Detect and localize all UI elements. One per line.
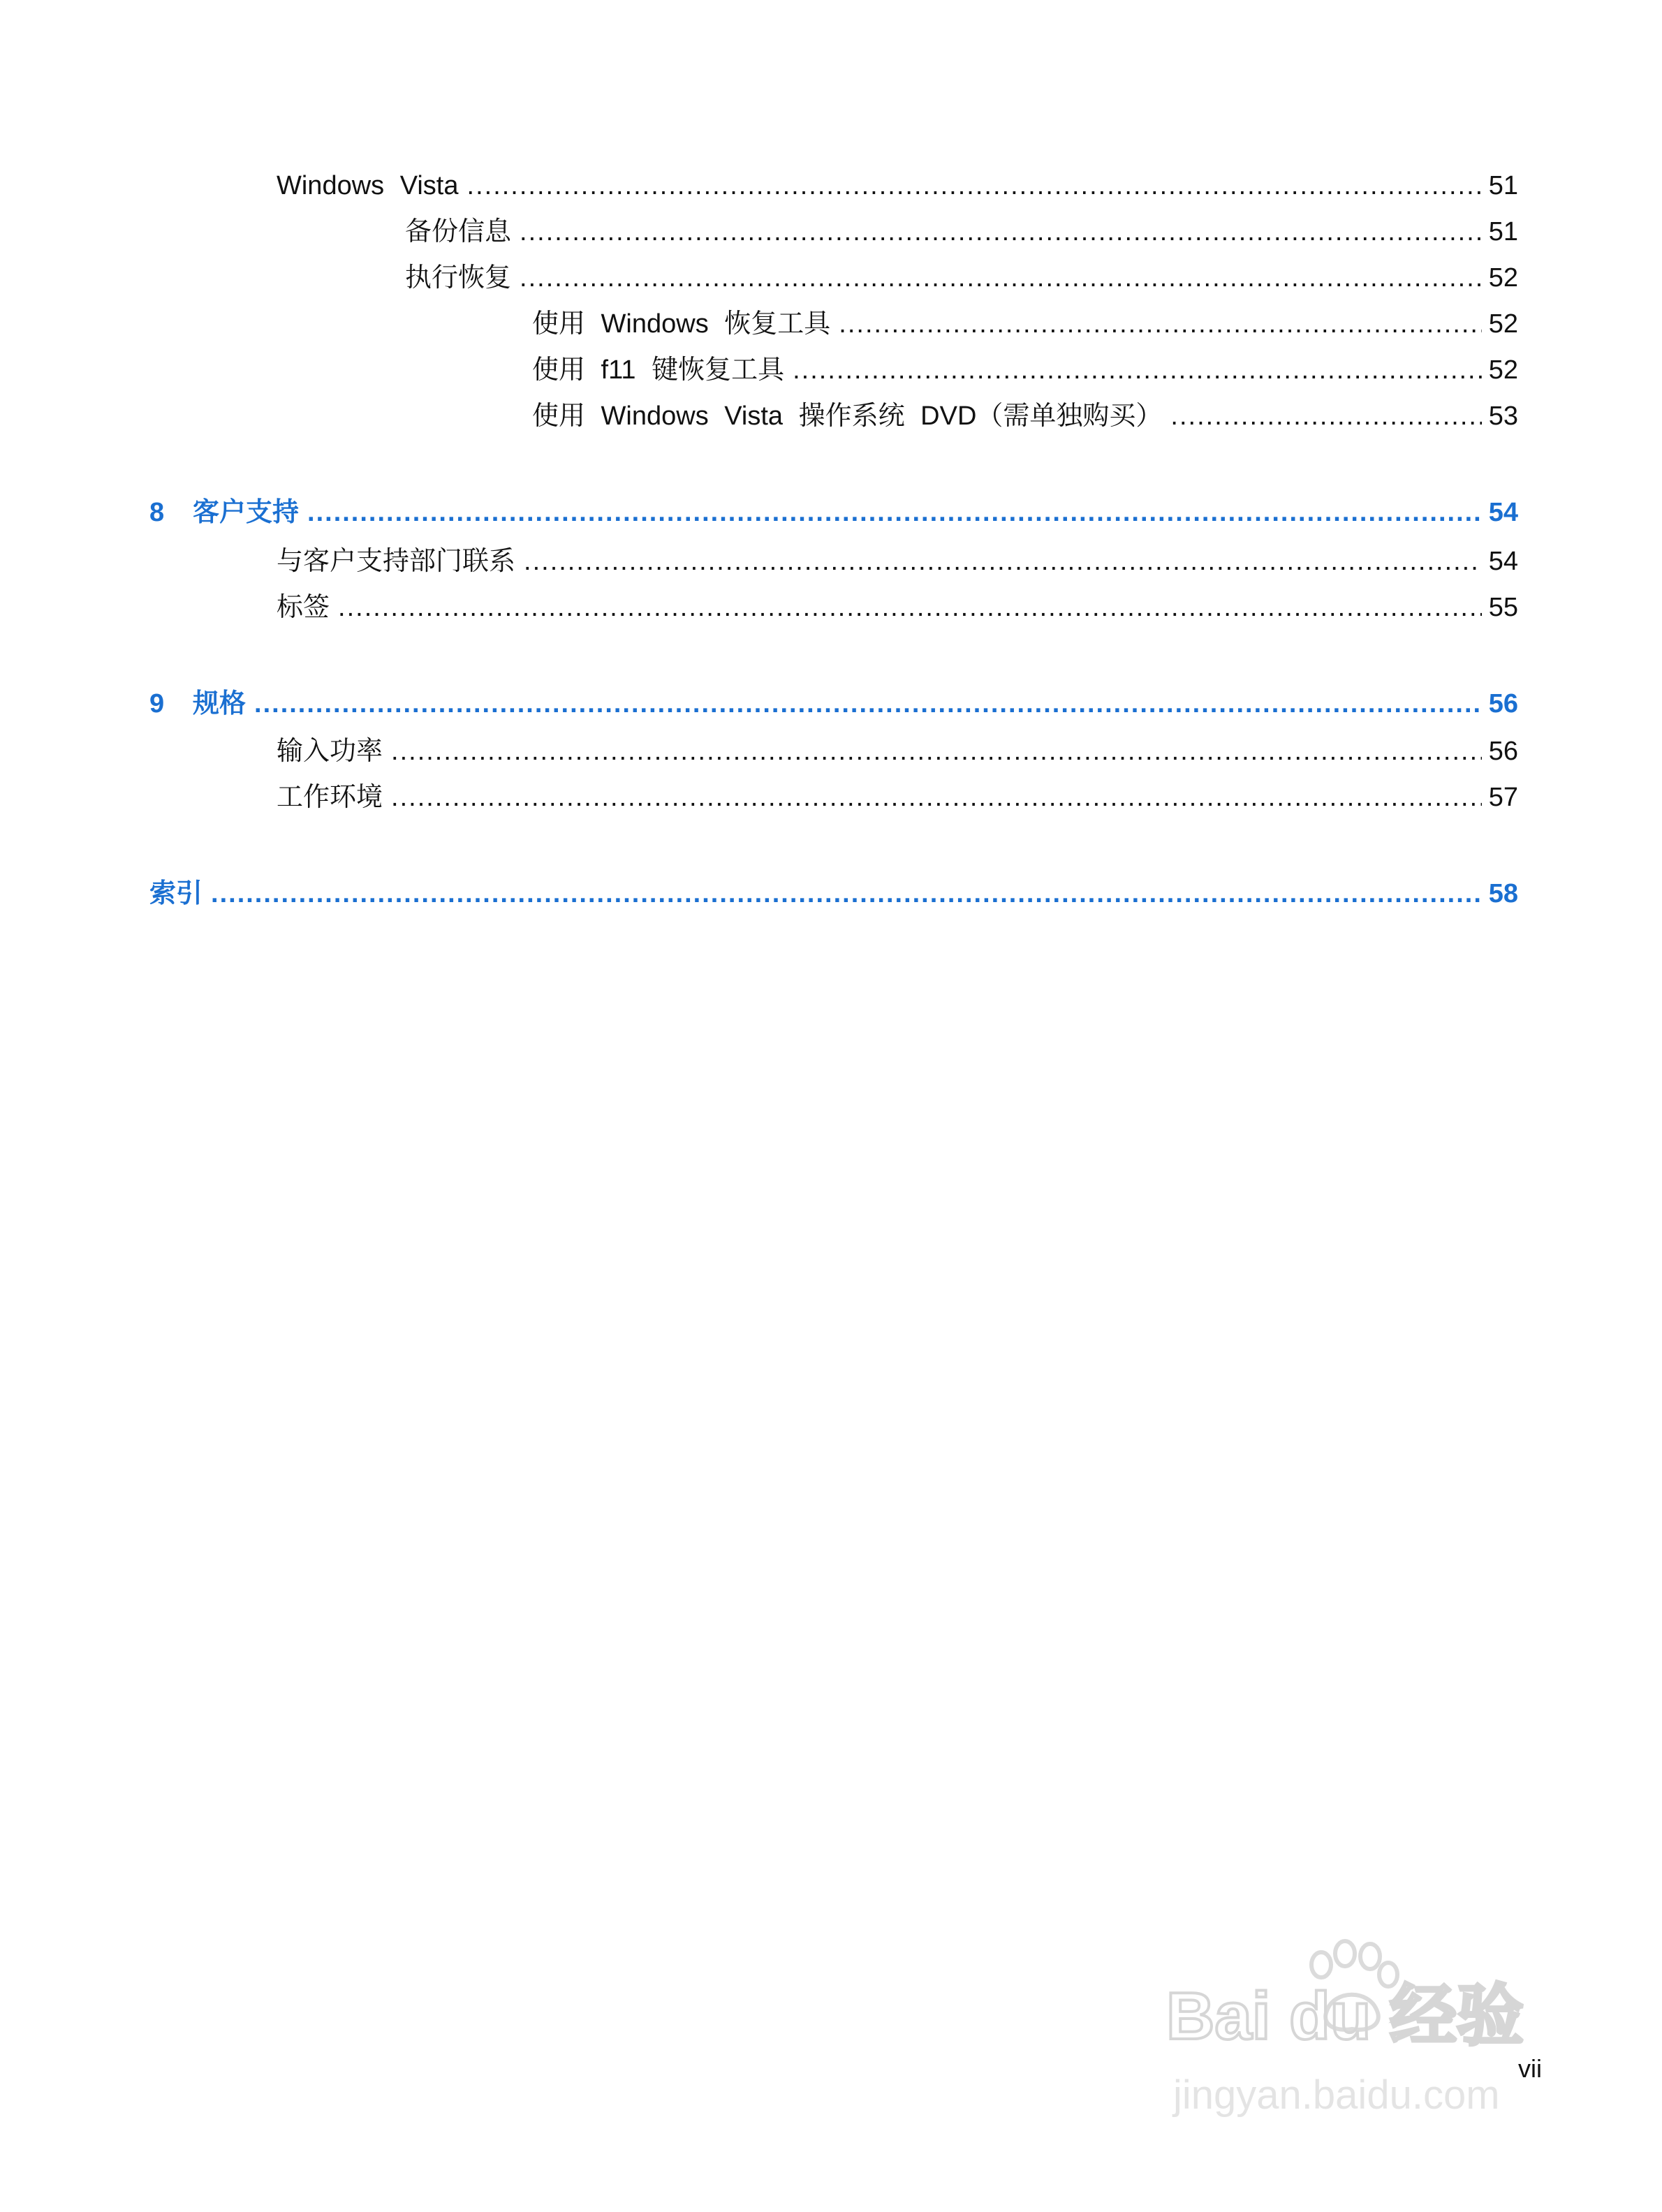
toc-entry-title: 备份信息 (405, 217, 512, 246)
toc-entry-windows-recovery-tool[interactable] (532, 303, 1518, 345)
toc-entry-operating-environment[interactable] (277, 776, 1518, 818)
dot-leader (391, 730, 1482, 772)
toc-entry-page: 52 (1488, 355, 1518, 385)
chapter-page: 58 (1488, 879, 1518, 908)
chapter-number: 8 (149, 498, 165, 527)
toc-entry-page: 52 (1488, 263, 1518, 293)
toc-entry-backup-info[interactable] (405, 211, 1518, 253)
toc-entry-page: 57 (1488, 783, 1518, 812)
toc-entry-page: 52 (1488, 309, 1518, 339)
toc-entry-title: 工作环境 (277, 783, 383, 812)
toc-entry-page: 53 (1488, 401, 1518, 431)
toc-entry-title: 使用 Windows Vista 操作系统 DVD（需单独购买） (532, 401, 1163, 431)
dot-leader (524, 540, 1482, 582)
chapter-title: 客户支持 (193, 498, 300, 527)
toc-entry-page: 54 (1488, 547, 1518, 576)
toc-entry-title: 使用 f11 键恢复工具 (532, 355, 785, 385)
dot-leader (839, 303, 1481, 345)
chapter-number: 9 (149, 689, 165, 718)
chapter-page: 54 (1488, 498, 1518, 527)
dot-leader (520, 211, 1482, 253)
toc-chapter-customer-support[interactable] (149, 492, 1518, 533)
toc-entry-title: 执行恢复 (405, 263, 512, 293)
dot-leader (391, 776, 1482, 818)
toc-entry-title: 标签 (277, 593, 330, 622)
toc-entry-windows-vista[interactable] (277, 165, 1518, 207)
dot-leader (520, 257, 1482, 299)
toc-entry-labels[interactable] (277, 587, 1518, 628)
toc-chapter-index[interactable] (149, 873, 1518, 915)
toc-chapter-specifications[interactable] (149, 683, 1518, 725)
toc-entry-page: 56 (1488, 737, 1518, 766)
toc-entry-page: 55 (1488, 593, 1518, 622)
dot-leader (307, 492, 1482, 533)
toc-entry-f11-recovery-tool[interactable] (532, 349, 1518, 391)
toc-entry-title: 输入功率 (277, 737, 383, 766)
toc-entry-page: 51 (1488, 171, 1518, 200)
toc-entry-input-power[interactable] (277, 730, 1518, 772)
toc-entry-title: Windows Vista (277, 171, 459, 200)
toc-entry-perform-recovery[interactable] (405, 257, 1518, 299)
baidu-jingyan-watermark (1159, 1934, 1550, 2130)
dot-leader (793, 349, 1482, 391)
toc-entry-page: 51 (1488, 217, 1518, 246)
dot-leader (211, 873, 1482, 915)
toc-entry-title: 使用 Windows 恢复工具 (532, 309, 831, 339)
watermark-url: jingyan.baidu.com (1173, 2072, 1500, 2118)
watermark-brand: Bai du 经验 (1166, 1979, 1524, 2054)
chapter-page: 56 (1488, 689, 1518, 718)
dot-leader (254, 683, 1482, 725)
chapter-title: 规格 (193, 689, 247, 718)
toc-entry-title: 与客户支持部门联系 (277, 547, 516, 576)
chapter-title: 索引 (149, 879, 203, 908)
dot-leader (338, 587, 1482, 628)
toc-entry-vista-dvd[interactable] (532, 395, 1518, 437)
toc-entry-contact-support[interactable] (277, 540, 1518, 582)
dot-leader (467, 165, 1482, 207)
dot-leader (1170, 395, 1481, 437)
page-folio: vii (1518, 2054, 1542, 2083)
